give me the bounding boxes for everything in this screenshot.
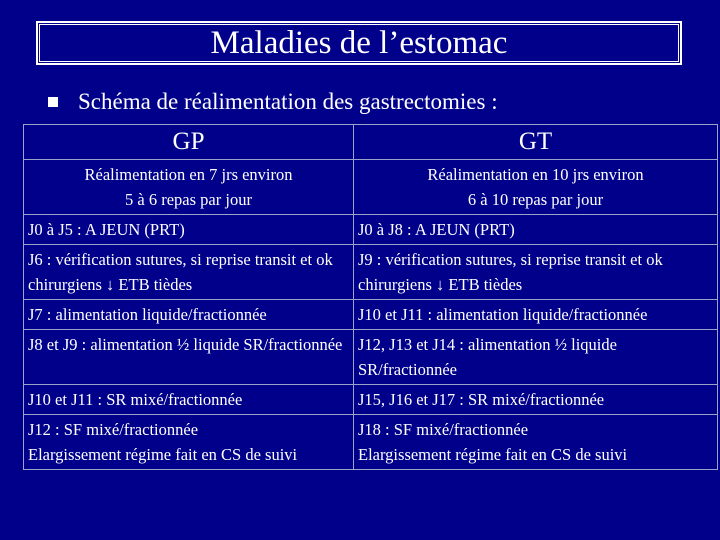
intro-gp-line: 5 à 6 repas par jour — [125, 190, 252, 209]
bullet-line — [48, 86, 498, 118]
table-row — [24, 415, 718, 470]
cell-gp-line: J10 et J11 : SR mixé/fractionnée — [28, 390, 243, 409]
intro-gt-line: 6 à 10 repas par jour — [467, 190, 604, 209]
table-row — [24, 215, 718, 245]
cell-gt-line: J10 et J11 : alimentation liquide/fractionnée — [358, 305, 648, 324]
intro-gp — [24, 160, 354, 215]
cell-gp — [24, 215, 354, 245]
cell-gt-line: J0 à J8 : A JEUN (PRT) — [358, 220, 515, 239]
square-bullet-icon — [48, 97, 58, 107]
slide-title: Maladies de l’estomac — [210, 24, 508, 61]
intro-row — [24, 160, 718, 215]
cell-gt-line: J12, J13 et J14 : alimentation ½ liquide SR/fractionnée — [358, 335, 617, 379]
intro-gp-line: Réalimentation en 7 jrs environ — [84, 165, 293, 184]
table-row — [24, 300, 718, 330]
cell-gt — [354, 245, 718, 300]
cell-gt — [354, 215, 718, 245]
cell-gt — [354, 330, 718, 385]
cell-gp-line: J8 et J9 : alimentation ½ liquide SR/fractionnée — [28, 335, 343, 354]
header-gt: GT — [354, 125, 718, 160]
cell-gp-line: J7 : alimentation liquide/fractionnée — [28, 305, 267, 324]
cell-gp — [24, 415, 354, 470]
cell-gp-line: J6 : vérification sutures, si reprise transit et ok chirurgiens ↓ ETB tièdes — [28, 250, 333, 294]
table-row — [24, 330, 718, 385]
cell-gt-line: J9 : vérification sutures, si reprise transit et ok chirurgiens ↓ ETB tièdes — [358, 250, 663, 294]
bullet-text: Schéma de réalimentation des gastrectomies : — [78, 89, 498, 114]
cell-gp — [24, 300, 354, 330]
cell-gt — [354, 300, 718, 330]
cell-gt — [354, 415, 718, 470]
cell-gt-line: J15, J16 et J17 : SR mixé/fractionnée — [358, 390, 605, 409]
cell-gp-line: Elargissement régime fait en CS de suivi — [28, 445, 298, 464]
intro-gt-line: Réalimentation en 10 jrs environ — [427, 165, 644, 184]
cell-gt-line: J18 : SF mixé/fractionnée — [358, 420, 529, 439]
cell-gp — [24, 245, 354, 300]
cell-gp-line: J12 : SF mixé/fractionnée — [28, 420, 199, 439]
table-header-row — [24, 125, 718, 160]
table-row — [24, 385, 718, 415]
cell-gp — [24, 330, 354, 385]
realimentation-table — [23, 124, 718, 470]
cell-gt — [354, 385, 718, 415]
title-box — [36, 21, 682, 65]
header-gp: GP — [24, 125, 354, 160]
cell-gp — [24, 385, 354, 415]
cell-gp-line: J0 à J5 : A JEUN (PRT) — [28, 220, 185, 239]
intro-gt — [354, 160, 718, 215]
cell-gt-line: Elargissement régime fait en CS de suivi — [358, 445, 628, 464]
table-row — [24, 245, 718, 300]
